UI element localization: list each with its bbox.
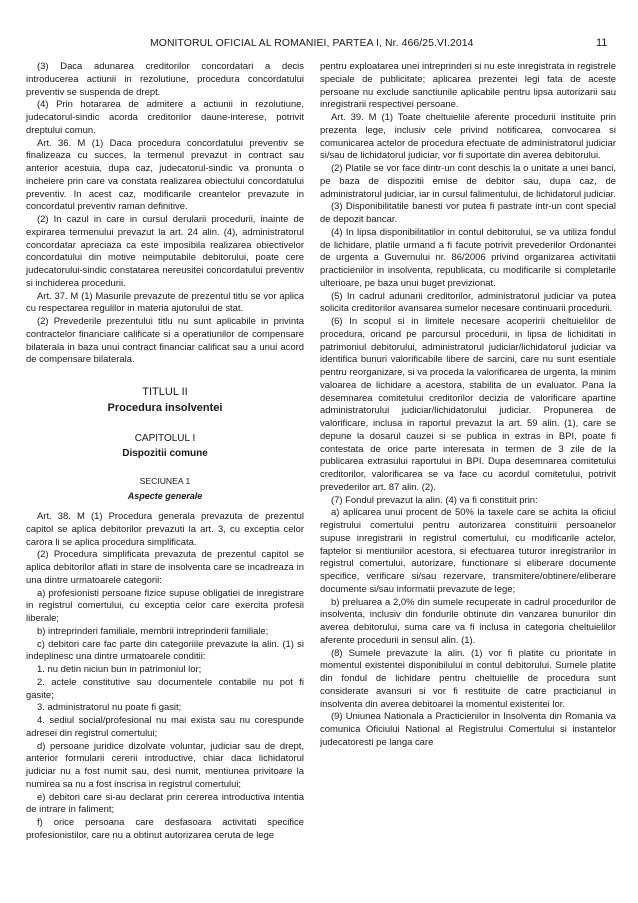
title-label: TITLUL II	[142, 386, 188, 398]
paragraph: 4. sediul social/profesional nu mai exista sau nu corespunde adresei din registrul comertului;	[26, 715, 304, 739]
paragraph: f) orice persoana care desfasoara activitati specifice profesionistilor, care nu a obtinut autorizarea ceruta de lege	[26, 817, 304, 841]
spacer	[26, 367, 304, 385]
section-name: Aspecte generale	[127, 491, 203, 501]
paragraph: a) aplicarea unui procent de 50% la taxele care se achita la oficiul registrului comertului pentru autorizarea constituirii persoanelor supuse inregistrarii in registrul comertului, cu modificarile actelor, faptelor si mentiunilor acestora, si efectuarea tuturor inregistrarilor in registrul comertului, autorizare, functionare si eliberare documente specifice, verificare si/sau rezervare, transmitere/obtinere/eliberare documente si/sau informatii prevazute de lege;	[320, 507, 616, 595]
paragraph: (4) In lipsa disponibilitatilor in contul debitorului, se va utiliza fondul de lichidare, platile urmand a fi facute potrivit prevederilor Ordonantei de urgenta a Guvernului nr. 86/2006 privind organizarea activitatii practicienilor in insolventa, republicata, cu modificarile si completarile ulterioare, pe baza unui buget previzionat.	[320, 226, 616, 289]
paragraph: (6) In scopul si in limitele necesare acoperirii cheltuielilor de procedura, oricand pe parcursul procedurii, in lipsa de lichiditati in patrimoniul debitorului, administratorul judiciar/lichidatorul judiciar va identifica bunuri valorificabile libere de sarcini, care nu sunt esentiale pentru reorganizare, si va proceda la valorificarea de urgenta, la minim valoarea de lichidare a acestora, stabilita de un evaluator. Pana la desemnarea comitetului creditorilor decizia de valorificare apartine administratorului judiciar/lichidatorului judiciar. Propunerea de valorificare, inclusa in raportul prevazut la art. 59 alin. (1), care se depune la dosarul cauzei si se publica in extras in BPI, poate fi contestata de orice parte interesata in termen de 3 zile de la publicarea extrasului raportului in BPI. Dupa desemnarea comitetului creditorilor, valorificarea se va face cu acordul comitetului, potrivit prevederilor art. 87 alin. (2).	[320, 316, 616, 493]
chapter-name: Dispozitii comune	[122, 448, 208, 459]
paragraph: b) preluarea a 2,0% din sumele recuperate in cadrul procedurilor de insolventa, inclusiv din fondurile obtinute din vanzarea bunurilor din averea debitorului, suma care va fi inclusa in categoria cheltuielilor aferente procedurii in sensul alin. (1).	[320, 596, 616, 646]
publication-title: MONITORUL OFICIAL AL ROMANIEI, PARTEA I, Nr. 466/25.VI.2014	[150, 38, 474, 49]
paragraph: b) intreprinderi familiale, membrii intreprinderii familiale;	[37, 625, 269, 637]
paragraph: (2) Platile se vor face dintr-un cont deschis la o unitate a unei banci, pe baza de dispozitii emise de debitor sau, dupa caz, de administratorul judiciar, iar in cursul falimentului, de lichidatorul judiciar.	[320, 163, 616, 200]
paragraph: Art. 36. M (1) Daca procedura concordatului preventiv se finalizeaza cu succes, la termenul prevazut in contract sau anterior acestuia, dupa caz, judecatorul-sindic va pronunta o incheiere prin care va constata realizarea obiectului concordatului preventiv. In acest caz, modificarile creantelor prevazute in concordatul preventiv raman definitive.	[26, 137, 304, 213]
paragraph: (7) Fondul prevazut la alin. (4) va fi constituit prin:	[331, 494, 538, 506]
right-column	[320, 61, 616, 750]
spacer	[26, 460, 304, 475]
paragraph: c) debitori care fac parte din categoriile prevazute la alin. (1) si indeplinesc una dintre urmatoarele conditii:	[26, 638, 304, 663]
left-column	[26, 61, 304, 843]
paragraph: (2) In cazul in care in cursul derularii procedurii, inainte de expirarea termenului prevazut la art. 24 alin. (4), administratorul concordatar apreciaza ca este imposibila realizarea obiectivelor concordatului din motive neimputabile debitorului, poate cere judecatorului-sindic constatarea nereusitei concordatului preventiv si inchiderea procedurii.	[26, 214, 304, 289]
spacer	[26, 502, 304, 511]
paragraph: (2) Procedura simplificata prevazuta de prezentul capitol se aplica debitorilor aflati in stare de insolventa care se incadreaza in una dintre urmatoarele categorii:	[26, 549, 304, 586]
page-number: 11	[596, 37, 608, 49]
paragraph: 3. administratorul nu poate fi gasit;	[37, 702, 182, 714]
paragraph: (8) Sumele prevazute la alin. (1) vor fi platite cu prioritate in momentul existentei disponibilului in contul debitorului. Sumele platite din fondul de lichidare pentru cheltuielile de procedura sunt considerate avansuri si vor fi restituite de catre practicianul in insolventa din averea debitoarei la momentul existentei lor.	[320, 647, 616, 710]
paragraph: (2) Prevederile prezentului titlu nu sunt aplicabile in privinta contractelor financiare calificate si a operatiunilor de compensare bilaterala in baza unui contract financiar calificat sau a unui acord de compensare bilaterala.	[26, 316, 304, 366]
section-label: SECIUNEA 1	[139, 476, 191, 486]
paragraph: (5) In cadrul adunarii creditorilor, administratorul judiciar va putea solicita creditorilor avansarea sumelor necesare continuarii procedurii.	[320, 290, 616, 315]
paragraph: 1. nu detin niciun bun in patrimoniul lor;	[37, 664, 202, 675]
paragraph: (3) Daca adunarea creditorilor concordatari a decis introducerea actiunii in rezolutiune, procedura concordatului preventiv se suspenda de drept.	[26, 61, 304, 98]
page-header	[0, 38, 638, 54]
paragraph: pentru exploatarea unei intreprinderi si nu este inregistrata in registrele speciale de publicitate; aplicarea prezentei legi fata de aceste persoane nu exclude sanctiunile aplicabile pentru lipsa autorizarii sau inregistrarii respectivei persoane.	[320, 61, 616, 111]
paragraph: Art. 37. M (1) Masurile prevazute de prezentul titlu se vor aplica cu respectarea regulilor in materia ajutorului de stat.	[26, 290, 304, 315]
paragraph: 2. actele constitutive sau documentele contabile nu pot fi gasite;	[26, 676, 304, 701]
paragraph: (4) Prin hotararea de admitere a actiunii in rezolutiune, judecatorul-sindic acorda creditorilor daune-interese, potrivit dreptului comun.	[26, 99, 304, 136]
paragraph: a) profesionisti persoane fizice supuse obligatiei de inregistrare in registrul comertului, cu exceptia celor care exercita profesii liberale;	[26, 587, 304, 624]
title-name: Procedura insolventei	[107, 402, 223, 414]
paragraph: (3) Disponibilitatile banesti vor putea fi pastrate intr-un cont special de depozit bancar.	[320, 201, 616, 225]
chapter-label: CAPITOLUL I	[134, 433, 196, 444]
paragraph: d) persoane juridice dizolvate voluntar, judiciar sau de drept, anterior formularii cererii introductive, chiar daca lichidatorul judiciar nu a fost numit sau, desi numit, mentiunea privitoare la numirea sa nu a fost inscrisa in registrul comertului;	[26, 740, 304, 790]
spacer	[26, 415, 304, 432]
paragraph: Art. 38. M (1) Procedura generala prevazuta de prezentul capitol se aplica debitorilor prevazuti la art. 3, cu exceptia celor carora li se aplica procedura simplificata.	[26, 511, 304, 548]
paragraph: Art. 39. M (1) Toate cheltuielile aferente procedurii instituite prin prezenta lege, inclusiv cele privind notificarea, convocarea si comunicarea actelor de procedura efectuate de administratorul judiciar si/sau de lichidatorul judiciar, vor fi suportate din averea debitorului.	[320, 112, 616, 162]
paragraph: e) debitori care si-au declarat prin cererea introductiva intentia de intrare in faliment;	[26, 791, 304, 816]
paragraph: (9) Uniunea Nationala a Practicienilor in Insolventa din Romania va comunica Oficiului National al Registrului Comertului si instantelor judecatoresti pe langa care	[320, 711, 616, 748]
